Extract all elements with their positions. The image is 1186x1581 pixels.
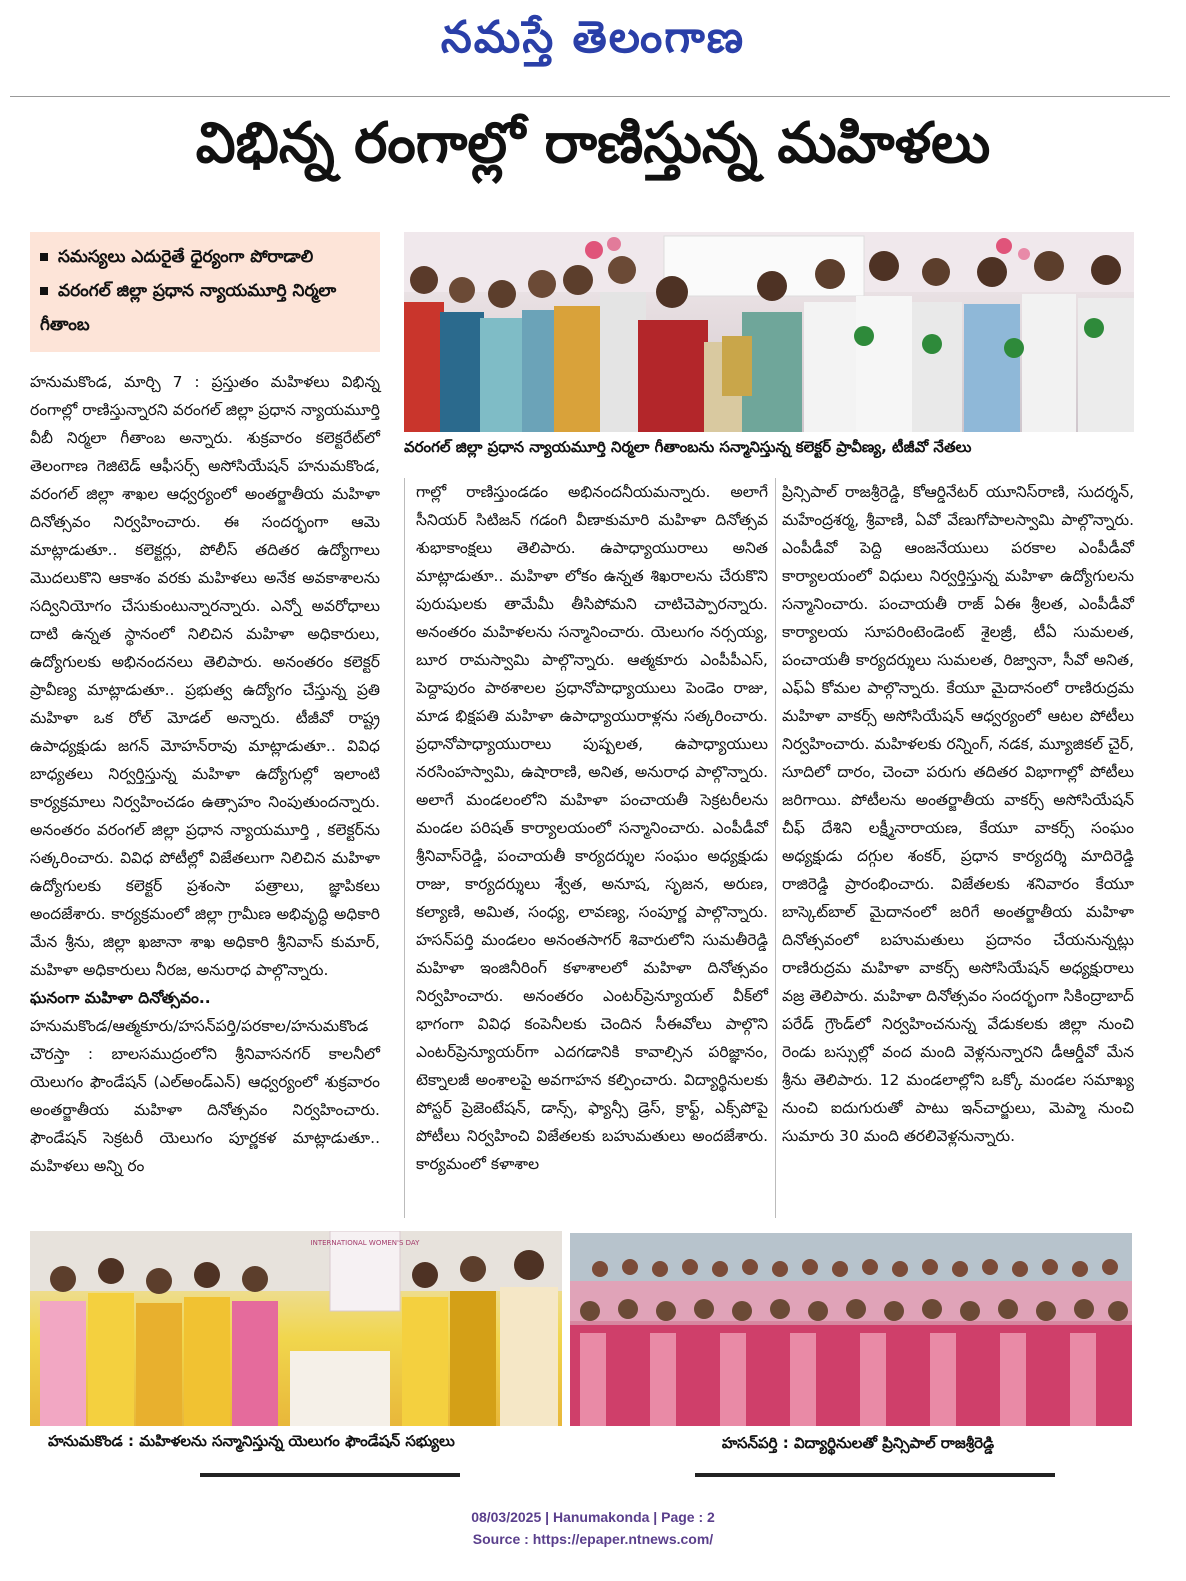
bottom-left-caption: హనుమకొండ : మహిళలను సన్మానిస్తున్న యెలుగం ఫౌండేషన్ సభ్యులు: [48, 1432, 455, 1450]
footer-source-line: Source : https://epaper.ntnews.com/: [472, 1531, 714, 1547]
cut-off-mark: [695, 1473, 1055, 1477]
headline: విభిన్న రంగాల్లో రాణిస్తున్న మహిళలు: [195, 111, 991, 176]
masthead: [0, 0, 1186, 90]
masthead-title: నమస్తే తెలంగాణ: [440, 12, 746, 63]
bullet-icon: [40, 287, 48, 295]
highlight-text: వరంగల్ జిల్లా ప్రధాన న్యాయమూర్తి నిర్మలా గీతాంబ: [40, 281, 337, 335]
cut-off-next-headline: [30, 1462, 1132, 1488]
article-paragraph: గాల్లో రాణిస్తుండడం అభినందనీయమన్నారు. అలాగే సీనియర్ సిటిజన్ గడంగి వీణాకుమారి మహిళా దినోత్సవ శుభాకాంక్షలు తెలిపారు. ఉపాధ్యాయురాలు అనిత మాట్లాడుతూ.. మహిళా లోకం ఉన్నత శిఖరాలను చేరుకొని పురుషులకు తామేమీ తీసిపోమని చాటిచెప్పారన్నారు. అనంతరం మహిళలను సన్మానించారు. యెలుగం నర్సయ్య, బూర రామస్వామి పాల్గొన్నారు. ఆత్మకూరు ఎంపీపీఎస్, పెద్దాపురం పాఠశాలల ప్రధానోపాధ్యాయులు పెండెం రాజు, మాడ భిక్షపతి మహిళా ఉపాధ్యాయురాళ్లను సత్కరించారు. ప్రధానోపాధ్యాయురాలు పుష్పలత, ఉపాధ్యాయులు నరసింహస్వామి, ఉషారాణి, అనిత, అనురాధ పాల్గొన్నారు. అలాగే మండలంలోని మహిళా పంచాయతీ సెక్రటరీలను మండల పరిషత్ కార్యాలయంలో సన్మానించారు. ఎంపీడీవో శ్రీనివాస్‌రెడ్డి, పంచాయతీ కార్యదర్శుల సంఘం అధ్యక్షుడు రాజు, కార్యదర్శులు శ్వేత, అనూష, సృజన, అరుణ, కల్యాణి, అమిత, సంధ్య, లావణ్య, సంపూర్ణ పాల్గొన్నారు. హసన్‌పర్తి మండలం అనంతసాగర్ శివారులోని సుమతీరెడ్డి మహిళా ఇంజినీరింగ్ కళాశాలలో మహిళా దినోత్సవం నిర్వహించారు. అనంతరం ఎంటర్‌ప్రెన్యూయల్ వీక్‌లో భాగంగా వివిధ కంపెనీలకు చెందిన సీఈవోలు పాల్గొని ఎంటర్‌ప్రెన్యూయర్‌గా ఎదగడానికి కావాల్సిన పరిజ్ఞానం, టెక్నాలజీ అంశాలపై అవగాహన కల్పించారు. విద్యార్థినులకు పోస్టర్ ప్రెజెంటేషన్, డాన్స్, ఫ్యాన్సీ డ్రెస్, క్రాఫ్ట్, ఎక్స్‌పోపై పోటీలు నిర్వహించి విజేతలకు బహుమతులు అందజేశారు. కార్యమంలో కళాశాల: [416, 483, 768, 1173]
article-column-3: [782, 478, 1134, 1150]
bullet-icon: [40, 253, 48, 261]
bottom-left-photo: [30, 1231, 562, 1426]
article-column-2: [416, 478, 768, 1178]
column-divider: [775, 478, 776, 1218]
bottom-right-photo: [570, 1233, 1132, 1426]
article-subhead: ఘనంగా మహిళా దినోత్సవం..: [30, 989, 211, 1007]
highlight-box: [30, 232, 380, 352]
column-divider: [404, 478, 405, 1218]
highlight-text: సమస్యలు ఎదురైతే ధైర్యంగా పోరాడాలి: [58, 247, 314, 267]
bottom-right-caption: హసన్‌పర్తి : విద్యార్థినులతో ప్రిన్సిపాల్ రాజశ్రీరెడ్డి: [721, 1434, 995, 1452]
main-photo-caption: వరంగల్ జిల్లా ప్రధాన న్యాయమూర్తి నిర్మలా గీతాంబను సన్మానిస్తున్న కలెక్టర్ ప్రావీణ్య, టీజీవో నేతలు: [404, 438, 972, 456]
article-paragraph: హనుమకొండ, మార్చి 7 : ప్రస్తుతం మహిళలు విభిన్న రంగాల్లో రాణిస్తున్నారని వరంగల్ జిల్లా ప్రధాన న్యాయమూర్తి వీబీ నిర్మలా గీతాంబ అన్నారు. శుక్రవారం కలెక్టరేట్‌లో తెలంగాణ గెజిటెడ్ ఆఫీసర్స్ అసోసియేషన్ హనుమకొండ, వరంగల్ జిల్లా శాఖల ఆధ్వర్యంలో అంతర్జాతీయ మహిళా దినోత్సవం నిర్వహించారు. ఈ సందర్భంగా ఆమె మాట్లాడుతూ.. కలెక్టర్లు, పోలీస్ తదితర ఉద్యోగాలు మొదలుకొని ఆకాశం వరకు మహిళలు అనేక అవకాశాలను సద్వినియోగం చేసుకుంటున్నారన్నారు. ఎన్నో అవరోధాలు దాటి ఉన్నత స్థానంలో నిలిచిన మహిళా అధికారులు, ఉద్యోగులకు అభినందనలు తెలిపారు. అనంతరం కలెక్టర్ ప్రావీణ్య మాట్లాడుతూ.. ప్రభుత్వ ఉద్యోగం చేస్తున్న ప్రతి మహిళా ఒక రోల్ మోడల్ అన్నారు. టీజీవో రాష్ట్ర ఉపాధ్యక్షుడు జగన్ మోహన్‌రావు మాట్లాడుతూ.. వివిధ బాధ్యతలు నిర్వర్తిస్తున్న మహిళా ఉద్యోగుల్లో ఇలాంటి కార్యక్రమాలు నిర్వహించడం ఉత్సాహం నింపుతుందన్నారు. అనంతరం వరంగల్ జిల్లా ప్రధాన న్యాయమూర్తి , కలెక్టర్‌ను సత్కరించారు. వివిధ పోటీల్లో విజేతలుగా నిలిచిన మహిళా ఉద్యోగులకు కలెక్టర్ ప్రశంసా పత్రాలు, జ్ఞాపికలు అందజేశారు. కార్యక్రమంలో జిల్లా గ్రామీణ అభివృద్ధి అధికారి మేన శ్రీను, జిల్లా ఖజానా శాఖ అధికారి శ్రీనివాస్ కుమార్, మహిళా అధికారులు నీరజ, అనురాధ పాల్గొన్నారు.: [30, 373, 380, 979]
main-photo-illustration: [404, 232, 1134, 432]
article-paragraph: ప్రిన్సిపాల్ రాజశ్రీరెడ్డి, కోఆర్డినేటర్ యూనిస్‌రాణి, సుదర్శన్, మహేంద్రశర్మ, శ్రీవాణి, ఏవో వేణుగోపాలస్వామి పాల్గొన్నారు. ఎంపీడీవో పెద్ది ఆంజనేయులు పరకాల ఎంపీడీవో కార్యాలయంలో విధులు నిర్వర్తిస్తున్న మహిళా ఉద్యోగులను సన్మానించారు. పంచాయతీ రాజ్ ఏఈ శ్రీలత, ఎంపీడీవో కార్యాలయ సూపరింటెండెంట్ శైలజ్రీ, టీఏ సుమలత, పంచాయతీ కార్యదర్శులు సుమలత, రిజ్వానా, సీవో అనిత, ఎఫ్‌ఏ కోమల పాల్గొన్నారు. కేయూ మైదానంలో రాణిరుద్రమ మహిళా వాకర్స్ అసోసియేషన్ ఆధ్వర్యంలో ఆటల పోటీలు నిర్వహించారు. మహిళలకు రన్నింగ్, నడక, మ్యూజికల్ చైర్, సూదిలో దారం, చెంచా పరుగు తదితర విభాగాల్లో పోటీలు జరిగాయి. పోటీలను అంతర్జాతీయ వాకర్స్ అసోసియేషన్ చీఫ్ దేశిని లక్ష్మీనారాయణ, కేయూ వాకర్స్ సంఘం అధ్యక్షుడు దగ్గుల శంకర్, ప్రధాన కార్యదర్శి మాదిరెడ్డి రాజిరెడ్డి ప్రారంభించారు. విజేతలకు శనివారం కేయూ బాస్కెట్‌బాల్ మైదానంలో జరిగే అంతర్జాతీయ మహిళా దినోత్సవంలో బహుమతులు ప్రదానం చేయనున్నట్లు రాణిరుద్రమ మహిళా వాకర్స్ అసోసియేషన్ అధ్యక్షురాలు వజ్ర తెలిపారు. మహిళా దినోత్సవం సందర్భంగా సికింద్రాబాద్ పరేడ్ గ్రౌండ్‌లో నిర్వహించనున్న వేడుకలకు జిల్లా నుంచి రెండు బస్సుల్లో వంద మంది వెళ్లనున్నారని డీఆర్డీవో మేన శ్రీను తెలిపారు. 12 మండలాల్లోని ఒక్కో మండల సమాఖ్య నుంచి ఐదుగురుతో పాటు ఇన్‌చార్జులు, మెప్మా నుంచి సుమారు 30 మంది తరలివెళ్లనున్నారు.: [782, 483, 1134, 1145]
bottom-left-photo-illustration: [30, 1231, 562, 1426]
article-paragraph: హనుమకొండ/ఆత్మకూరు/హసన్‌పర్తి/పరకాల/హనుమకొండ చౌరస్తా : బాలసముద్రంలోని శ్రీనివాసనగర్ కాలనీలో యెలుగం ఫౌండేషన్ (ఎల్అండ్‌ఎన్) ఆధ్వర్యంలో శుక్రవారం అంతర్జాతీయ మహిళా దినోత్సవం నిర్వహించారు. ఫౌండేషన్ సెక్రటరీ యెలుగం పూర్ణకళ మాట్లాడుతూ.. మహిళలు అన్ని రం: [30, 1017, 380, 1175]
cut-off-mark: [200, 1473, 460, 1477]
article-column-1: [30, 368, 380, 1180]
banner-text: INTERNATIONAL WOMEN'S DAY: [310, 1239, 420, 1247]
footer: [0, 1506, 1186, 1550]
highlight-item: [40, 240, 370, 274]
footer-date-line: 08/03/2025 | Hanumakonda | Page : 2: [471, 1509, 715, 1525]
highlight-item: [40, 274, 370, 342]
bottom-right-photo-illustration: [570, 1233, 1132, 1426]
main-photo: [404, 232, 1134, 432]
